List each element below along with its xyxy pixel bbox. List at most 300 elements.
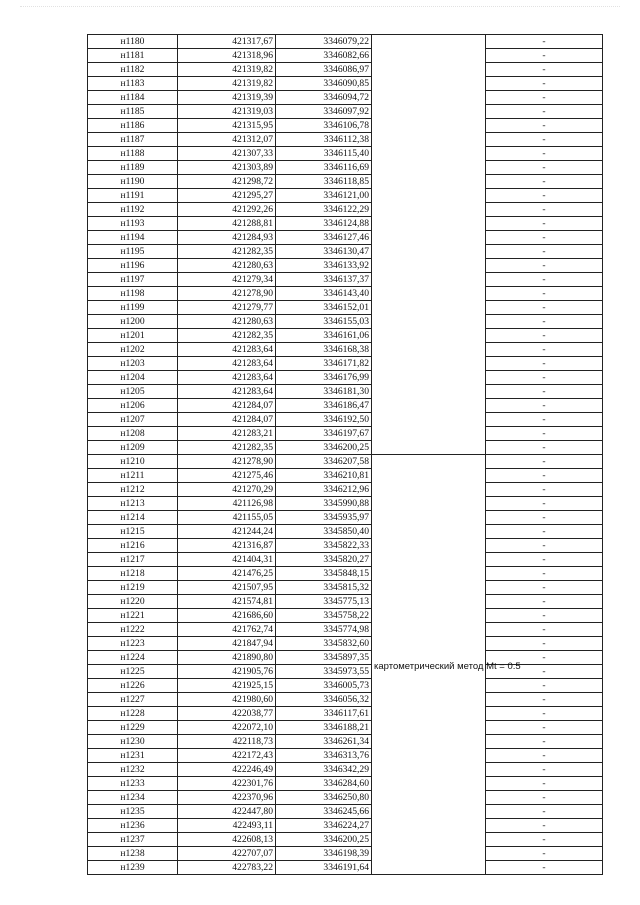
- table-row: [88, 777, 603, 791]
- x-coordinate-cell: 421126,98: [178, 497, 276, 511]
- point-id-cell: н1209: [88, 441, 178, 455]
- x-coordinate-cell: 422172,43: [178, 749, 276, 763]
- accuracy-cell: -: [486, 147, 603, 161]
- point-id-cell: н1198: [88, 287, 178, 301]
- y-coordinate-cell: 3346152,01: [276, 301, 372, 315]
- point-id-cell: н1215: [88, 525, 178, 539]
- table-row: [88, 483, 603, 497]
- x-coordinate-cell: 421280,63: [178, 259, 276, 273]
- x-coordinate-cell: 422783,22: [178, 861, 276, 875]
- x-coordinate-cell: 421980,60: [178, 693, 276, 707]
- x-coordinate-cell: 421319,82: [178, 77, 276, 91]
- accuracy-cell: -: [486, 105, 603, 119]
- table-row: [88, 553, 603, 567]
- y-coordinate-cell: 3345850,40: [276, 525, 372, 539]
- table-row: [88, 329, 603, 343]
- accuracy-cell: -: [486, 217, 603, 231]
- accuracy-cell: -: [486, 427, 603, 441]
- point-id-cell: н1219: [88, 581, 178, 595]
- table-row: [88, 273, 603, 287]
- y-coordinate-cell: 3346086,97: [276, 63, 372, 77]
- y-coordinate-cell: 3346342,29: [276, 763, 372, 777]
- y-coordinate-cell: 3346130,47: [276, 245, 372, 259]
- x-coordinate-cell: 421574,81: [178, 595, 276, 609]
- point-id-cell: н1190: [88, 175, 178, 189]
- point-id-cell: н1216: [88, 539, 178, 553]
- accuracy-cell: -: [486, 833, 603, 847]
- table-row: [88, 651, 603, 665]
- x-coordinate-cell: 421282,35: [178, 329, 276, 343]
- table-row: [88, 525, 603, 539]
- x-coordinate-cell: 421283,64: [178, 385, 276, 399]
- accuracy-cell: -: [486, 665, 603, 679]
- y-coordinate-cell: 3346212,96: [276, 483, 372, 497]
- point-id-cell: н1218: [88, 567, 178, 581]
- x-coordinate-cell: 422608,13: [178, 833, 276, 847]
- accuracy-cell: -: [486, 455, 603, 469]
- point-id-cell: н1191: [88, 189, 178, 203]
- x-coordinate-cell: 421288,81: [178, 217, 276, 231]
- y-coordinate-cell: 3346106,78: [276, 119, 372, 133]
- table-row: [88, 259, 603, 273]
- method-cell-empty: [372, 35, 486, 455]
- accuracy-cell: -: [486, 847, 603, 861]
- x-coordinate-cell: 421319,82: [178, 63, 276, 77]
- x-coordinate-cell: 422447,80: [178, 805, 276, 819]
- x-coordinate-cell: 421295,27: [178, 189, 276, 203]
- point-id-cell: н1180: [88, 35, 178, 49]
- table-row: [88, 693, 603, 707]
- point-id-cell: н1224: [88, 651, 178, 665]
- table-row: [88, 287, 603, 301]
- y-coordinate-cell: 3346176,99: [276, 371, 372, 385]
- point-id-cell: н1213: [88, 497, 178, 511]
- table-row: [88, 161, 603, 175]
- x-coordinate-cell: 421280,63: [178, 315, 276, 329]
- accuracy-cell: -: [486, 91, 603, 105]
- point-id-cell: н1192: [88, 203, 178, 217]
- accuracy-cell: -: [486, 231, 603, 245]
- x-coordinate-cell: 422038,77: [178, 707, 276, 721]
- y-coordinate-cell: 3346186,47: [276, 399, 372, 413]
- x-coordinate-cell: 422118,73: [178, 735, 276, 749]
- x-coordinate-cell: 421507,95: [178, 581, 276, 595]
- accuracy-cell: -: [486, 791, 603, 805]
- accuracy-cell: -: [486, 469, 603, 483]
- x-coordinate-cell: 421307,33: [178, 147, 276, 161]
- y-coordinate-cell: 3346245,66: [276, 805, 372, 819]
- table-row: [88, 707, 603, 721]
- y-coordinate-cell: 3346124,88: [276, 217, 372, 231]
- table-row: [88, 63, 603, 77]
- accuracy-cell: -: [486, 413, 603, 427]
- accuracy-cell: -: [486, 819, 603, 833]
- y-coordinate-cell: 3346079,22: [276, 35, 372, 49]
- accuracy-cell: -: [486, 525, 603, 539]
- y-coordinate-cell: 3346198,39: [276, 847, 372, 861]
- accuracy-cell: -: [486, 483, 603, 497]
- point-id-cell: н1231: [88, 749, 178, 763]
- x-coordinate-cell: 422072,10: [178, 721, 276, 735]
- accuracy-cell: -: [486, 749, 603, 763]
- point-id-cell: н1199: [88, 301, 178, 315]
- scan-header-artifact: [20, 6, 620, 13]
- accuracy-cell: -: [486, 49, 603, 63]
- y-coordinate-cell: 3346143,40: [276, 287, 372, 301]
- accuracy-cell: -: [486, 315, 603, 329]
- y-coordinate-cell: 3346188,21: [276, 721, 372, 735]
- point-id-cell: н1208: [88, 427, 178, 441]
- x-coordinate-cell: 421270,29: [178, 483, 276, 497]
- table-row: [88, 595, 603, 609]
- x-coordinate-cell: 421275,46: [178, 469, 276, 483]
- y-coordinate-cell: 3346181,30: [276, 385, 372, 399]
- point-id-cell: н1181: [88, 49, 178, 63]
- point-id-cell: н1203: [88, 357, 178, 371]
- accuracy-cell: -: [486, 301, 603, 315]
- point-id-cell: н1211: [88, 469, 178, 483]
- y-coordinate-cell: 3346082,66: [276, 49, 372, 63]
- y-coordinate-cell: 3346155,03: [276, 315, 372, 329]
- accuracy-cell: -: [486, 777, 603, 791]
- table-row: [88, 679, 603, 693]
- y-coordinate-cell: 3346116,69: [276, 161, 372, 175]
- table-row: [88, 203, 603, 217]
- accuracy-cell: -: [486, 77, 603, 91]
- accuracy-cell: -: [486, 637, 603, 651]
- x-coordinate-cell: 421282,35: [178, 441, 276, 455]
- table-row: [88, 105, 603, 119]
- y-coordinate-cell: 3346197,67: [276, 427, 372, 441]
- x-coordinate-cell: 421298,72: [178, 175, 276, 189]
- table-row: [88, 763, 603, 777]
- table-row: [88, 511, 603, 525]
- table-row: [88, 735, 603, 749]
- table-row: [88, 49, 603, 63]
- table-row: [88, 119, 603, 133]
- table-row: [88, 469, 603, 483]
- accuracy-cell: -: [486, 693, 603, 707]
- point-id-cell: н1229: [88, 721, 178, 735]
- y-coordinate-cell: 3346284,60: [276, 777, 372, 791]
- accuracy-cell: -: [486, 623, 603, 637]
- y-coordinate-cell: 3346121,00: [276, 189, 372, 203]
- x-coordinate-cell: 421292,26: [178, 203, 276, 217]
- point-id-cell: н1217: [88, 553, 178, 567]
- y-coordinate-cell: 3346207,58: [276, 455, 372, 469]
- accuracy-cell: -: [486, 539, 603, 553]
- x-coordinate-cell: 421278,90: [178, 287, 276, 301]
- x-coordinate-cell: 422493,11: [178, 819, 276, 833]
- y-coordinate-cell: 3345848,15: [276, 567, 372, 581]
- x-coordinate-cell: 422707,07: [178, 847, 276, 861]
- point-id-cell: н1238: [88, 847, 178, 861]
- accuracy-cell: -: [486, 399, 603, 413]
- point-id-cell: н1186: [88, 119, 178, 133]
- x-coordinate-cell: 421315,95: [178, 119, 276, 133]
- table-row: [88, 833, 603, 847]
- point-id-cell: н1210: [88, 455, 178, 469]
- accuracy-cell: -: [486, 203, 603, 217]
- table-row: [88, 441, 603, 455]
- accuracy-cell: -: [486, 511, 603, 525]
- point-id-cell: н1187: [88, 133, 178, 147]
- y-coordinate-cell: 3346097,92: [276, 105, 372, 119]
- x-coordinate-cell: 421284,07: [178, 399, 276, 413]
- y-coordinate-cell: 3346127,46: [276, 231, 372, 245]
- x-coordinate-cell: 421319,03: [178, 105, 276, 119]
- accuracy-cell: -: [486, 581, 603, 595]
- accuracy-cell: -: [486, 567, 603, 581]
- y-coordinate-cell: 3345935,97: [276, 511, 372, 525]
- accuracy-cell: -: [486, 609, 603, 623]
- x-coordinate-cell: 421283,64: [178, 357, 276, 371]
- point-id-cell: н1185: [88, 105, 178, 119]
- x-coordinate-cell: 421284,07: [178, 413, 276, 427]
- accuracy-cell: -: [486, 441, 603, 455]
- point-id-cell: н1233: [88, 777, 178, 791]
- accuracy-cell: -: [486, 343, 603, 357]
- x-coordinate-cell: 421476,25: [178, 567, 276, 581]
- y-coordinate-cell: 3346161,06: [276, 329, 372, 343]
- table-row: [88, 721, 603, 735]
- accuracy-cell: -: [486, 287, 603, 301]
- table-row: [88, 301, 603, 315]
- table-row: [88, 455, 603, 469]
- table-row: [88, 147, 603, 161]
- x-coordinate-cell: 421890,80: [178, 651, 276, 665]
- point-id-cell: н1195: [88, 245, 178, 259]
- point-id-cell: н1227: [88, 693, 178, 707]
- point-id-cell: н1193: [88, 217, 178, 231]
- table-row: [88, 133, 603, 147]
- table-row: [88, 609, 603, 623]
- table-row: [88, 497, 603, 511]
- x-coordinate-cell: 421278,90: [178, 455, 276, 469]
- y-coordinate-cell: 3346191,64: [276, 861, 372, 875]
- point-id-cell: н1188: [88, 147, 178, 161]
- accuracy-cell: -: [486, 679, 603, 693]
- table-row: [88, 357, 603, 371]
- point-id-cell: н1236: [88, 819, 178, 833]
- table-row: [88, 623, 603, 637]
- y-coordinate-cell: 3345832,60: [276, 637, 372, 651]
- y-coordinate-cell: 3346200,25: [276, 441, 372, 455]
- y-coordinate-cell: 3345820,27: [276, 553, 372, 567]
- accuracy-cell: -: [486, 861, 603, 875]
- x-coordinate-cell: 421244,24: [178, 525, 276, 539]
- table-row: [88, 847, 603, 861]
- table-row: [88, 861, 603, 875]
- x-coordinate-cell: 421279,77: [178, 301, 276, 315]
- coordinates-table: [87, 34, 603, 875]
- x-coordinate-cell: 421303,89: [178, 161, 276, 175]
- point-id-cell: н1222: [88, 623, 178, 637]
- point-id-cell: н1183: [88, 77, 178, 91]
- point-id-cell: н1184: [88, 91, 178, 105]
- coordinates-table-body: [88, 35, 603, 875]
- accuracy-cell: -: [486, 357, 603, 371]
- y-coordinate-cell: 3345973,55: [276, 665, 372, 679]
- accuracy-cell: -: [486, 161, 603, 175]
- point-id-cell: н1196: [88, 259, 178, 273]
- x-coordinate-cell: 421283,21: [178, 427, 276, 441]
- accuracy-cell: -: [486, 273, 603, 287]
- point-id-cell: н1239: [88, 861, 178, 875]
- y-coordinate-cell: 3346133,92: [276, 259, 372, 273]
- y-coordinate-cell: 3346210,81: [276, 469, 372, 483]
- y-coordinate-cell: 3345822,33: [276, 539, 372, 553]
- accuracy-cell: -: [486, 805, 603, 819]
- accuracy-cell: -: [486, 35, 603, 49]
- table-row: [88, 175, 603, 189]
- x-coordinate-cell: 421282,35: [178, 245, 276, 259]
- y-coordinate-cell: 3345758,22: [276, 609, 372, 623]
- accuracy-cell: -: [486, 721, 603, 735]
- table-row: [88, 35, 603, 49]
- x-coordinate-cell: 421283,64: [178, 371, 276, 385]
- table-row: [88, 791, 603, 805]
- y-coordinate-cell: 3346313,76: [276, 749, 372, 763]
- y-coordinate-cell: 3345775,13: [276, 595, 372, 609]
- y-coordinate-cell: 3345815,32: [276, 581, 372, 595]
- accuracy-cell: -: [486, 133, 603, 147]
- accuracy-cell: -: [486, 189, 603, 203]
- table-row: [88, 749, 603, 763]
- table-row: [88, 805, 603, 819]
- y-coordinate-cell: 3346117,61: [276, 707, 372, 721]
- point-id-cell: н1223: [88, 637, 178, 651]
- x-coordinate-cell: 422301,76: [178, 777, 276, 791]
- point-id-cell: н1207: [88, 413, 178, 427]
- point-id-cell: н1214: [88, 511, 178, 525]
- x-coordinate-cell: 421318,96: [178, 49, 276, 63]
- x-coordinate-cell: 421319,39: [178, 91, 276, 105]
- point-id-cell: н1197: [88, 273, 178, 287]
- point-id-cell: н1205: [88, 385, 178, 399]
- table-row: [88, 91, 603, 105]
- table-row: [88, 581, 603, 595]
- accuracy-cell: -: [486, 245, 603, 259]
- y-coordinate-cell: 3346171,82: [276, 357, 372, 371]
- accuracy-cell: -: [486, 553, 603, 567]
- table-row: [88, 819, 603, 833]
- point-id-cell: н1182: [88, 63, 178, 77]
- table-row: [88, 189, 603, 203]
- table-row: [88, 231, 603, 245]
- y-coordinate-cell: 3346090,85: [276, 77, 372, 91]
- point-id-cell: н1235: [88, 805, 178, 819]
- x-coordinate-cell: 422370,96: [178, 791, 276, 805]
- y-coordinate-cell: 3346005,73: [276, 679, 372, 693]
- accuracy-cell: -: [486, 595, 603, 609]
- y-coordinate-cell: 3346056,32: [276, 693, 372, 707]
- x-coordinate-cell: 421686,60: [178, 609, 276, 623]
- accuracy-cell: -: [486, 119, 603, 133]
- point-id-cell: н1189: [88, 161, 178, 175]
- y-coordinate-cell: 3346094,72: [276, 91, 372, 105]
- y-coordinate-cell: 3345990,88: [276, 497, 372, 511]
- accuracy-cell: -: [486, 371, 603, 385]
- accuracy-cell: -: [486, 385, 603, 399]
- accuracy-cell: -: [486, 763, 603, 777]
- x-coordinate-cell: 421847,94: [178, 637, 276, 651]
- point-id-cell: н1204: [88, 371, 178, 385]
- table-row: [88, 413, 603, 427]
- x-coordinate-cell: 421312,07: [178, 133, 276, 147]
- table-row: [88, 539, 603, 553]
- table-row: [88, 245, 603, 259]
- y-coordinate-cell: 3346168,38: [276, 343, 372, 357]
- point-id-cell: н1237: [88, 833, 178, 847]
- x-coordinate-cell: 421905,76: [178, 665, 276, 679]
- point-id-cell: н1194: [88, 231, 178, 245]
- y-coordinate-cell: 3345897,35: [276, 651, 372, 665]
- x-coordinate-cell: 421404,31: [178, 553, 276, 567]
- table-row: [88, 427, 603, 441]
- accuracy-cell: -: [486, 329, 603, 343]
- point-id-cell: н1202: [88, 343, 178, 357]
- y-coordinate-cell: 3346200,25: [276, 833, 372, 847]
- y-coordinate-cell: 3345774,98: [276, 623, 372, 637]
- y-coordinate-cell: 3346261,34: [276, 735, 372, 749]
- y-coordinate-cell: 3346224,27: [276, 819, 372, 833]
- point-id-cell: н1221: [88, 609, 178, 623]
- x-coordinate-cell: 421155,05: [178, 511, 276, 525]
- table-row: [88, 217, 603, 231]
- point-id-cell: н1225: [88, 665, 178, 679]
- x-coordinate-cell: 421317,67: [178, 35, 276, 49]
- accuracy-cell: -: [486, 175, 603, 189]
- accuracy-cell: -: [486, 497, 603, 511]
- accuracy-cell: -: [486, 651, 603, 665]
- y-coordinate-cell: 3346122,29: [276, 203, 372, 217]
- table-row: [88, 567, 603, 581]
- point-id-cell: н1201: [88, 329, 178, 343]
- x-coordinate-cell: 422246,49: [178, 763, 276, 777]
- x-coordinate-cell: 421925,15: [178, 679, 276, 693]
- x-coordinate-cell: 421283,64: [178, 343, 276, 357]
- x-coordinate-cell: 421316,87: [178, 539, 276, 553]
- point-id-cell: н1200: [88, 315, 178, 329]
- table-row: [88, 315, 603, 329]
- point-id-cell: н1232: [88, 763, 178, 777]
- point-id-cell: н1226: [88, 679, 178, 693]
- y-coordinate-cell: 3346250,80: [276, 791, 372, 805]
- point-id-cell: н1212: [88, 483, 178, 497]
- accuracy-cell: -: [486, 707, 603, 721]
- x-coordinate-cell: 421279,34: [178, 273, 276, 287]
- y-coordinate-cell: 3346192,50: [276, 413, 372, 427]
- accuracy-cell: -: [486, 259, 603, 273]
- point-id-cell: н1234: [88, 791, 178, 805]
- y-coordinate-cell: 3346112,38: [276, 133, 372, 147]
- table-row: [88, 77, 603, 91]
- y-coordinate-cell: 3346137,37: [276, 273, 372, 287]
- y-coordinate-cell: 3346115,40: [276, 147, 372, 161]
- table-row: [88, 637, 603, 651]
- table-row: [88, 665, 603, 679]
- point-id-cell: н1220: [88, 595, 178, 609]
- method-cell: [372, 455, 521, 875]
- table-row: [88, 343, 603, 357]
- accuracy-cell: -: [486, 63, 603, 77]
- point-id-cell: н1206: [88, 399, 178, 413]
- y-coordinate-cell: 3346118,85: [276, 175, 372, 189]
- accuracy-cell: -: [486, 735, 603, 749]
- point-id-cell: н1230: [88, 735, 178, 749]
- table-row: [88, 399, 603, 413]
